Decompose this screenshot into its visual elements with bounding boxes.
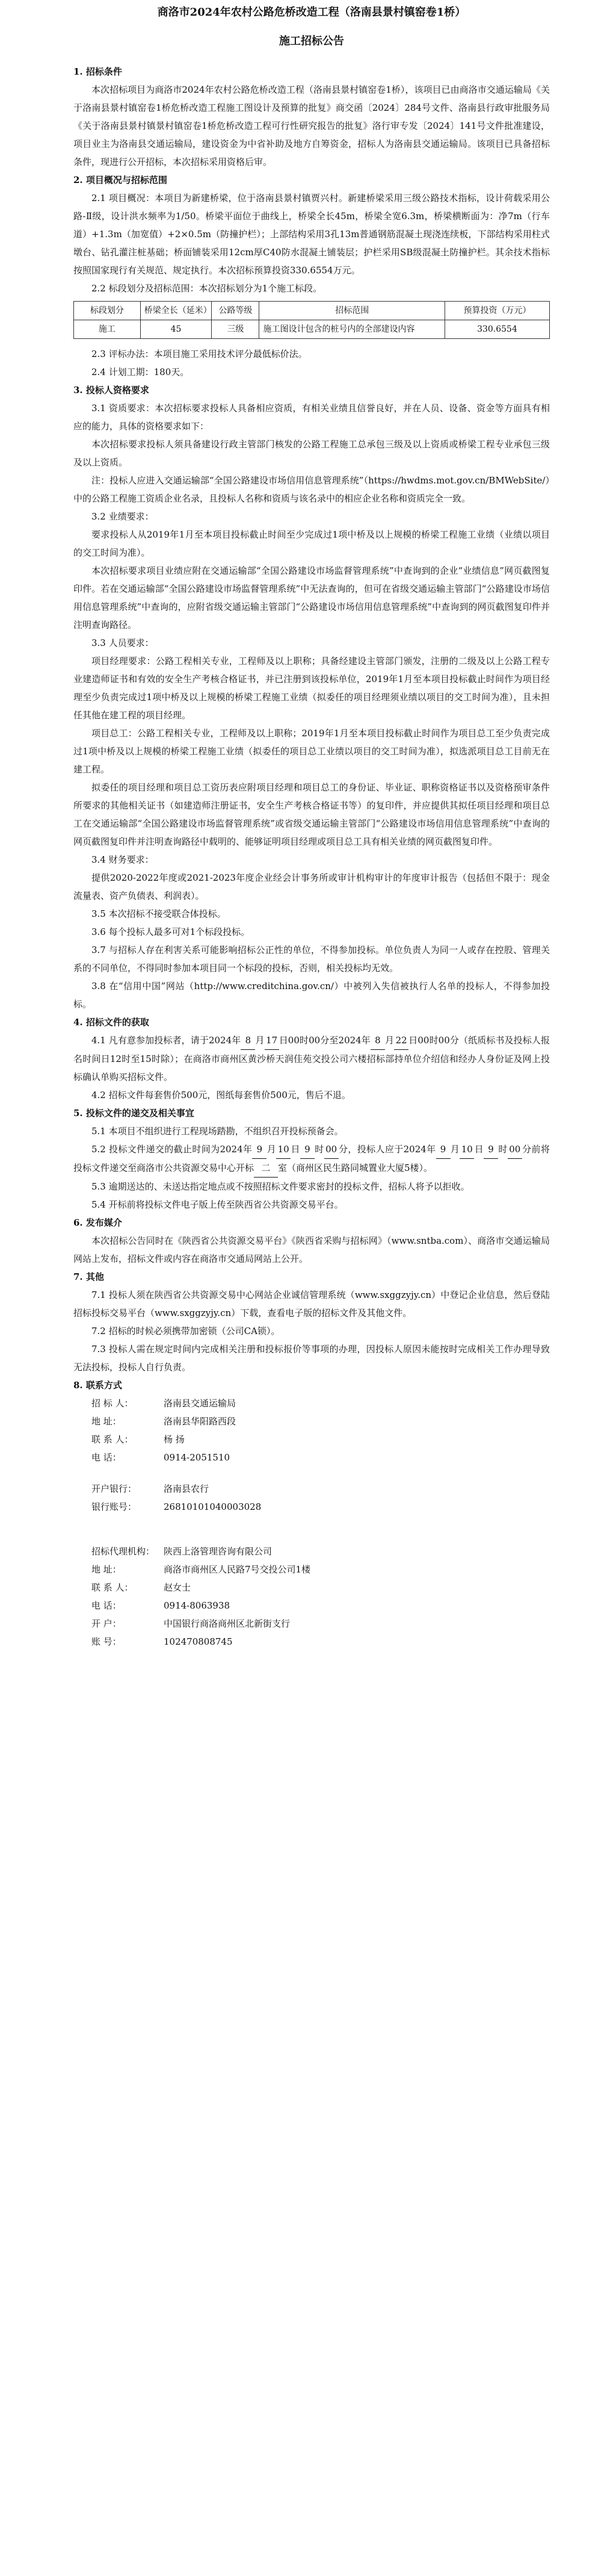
contact-label: 地 址：: [91, 1416, 122, 1427]
text-fragment: 日00时00分至2024年: [279, 1035, 371, 1046]
spacer: [73, 1516, 550, 1529]
contact-value: 0914-8063938: [164, 1600, 230, 1611]
page-title: 商洛市2024年农村公路危桥改造工程（洛南县景村镇窑卷1桥）: [157, 6, 466, 19]
project-overview: 2.1 项目概况：本项目为新建桥梁，位于洛南县景村镇贾兴村。新建桥梁采用三级公路技术指标，设计荷载采用公路-Ⅱ级，设计洪水频率为1/50。桥梁平面位于曲线上，桥梁全长45m，桥梁全宽6.3m，桥梁横断面为：净7m（行车道）+1.3m（加宽值）+2×0.5m（防撞护栏）；上部结构采用3孔13m普通钢筋混凝土现浇连续板，下部结构采用柱式墩台、钻孔灌注桩基础；桥面铺装采用12cm厚C40防水混凝土铺装层；护栏采用SB级混凝土防撞护栏。其余技术指标按照国家现行有关规范、规定执行。本次招标预算投资330.6554万元。: [73, 193, 550, 276]
table-cell: 330.6554: [445, 320, 549, 339]
page-subtitle: 施工招标公告: [279, 35, 344, 48]
contact-value: 0914-2051510: [164, 1452, 230, 1463]
contact-label: 银行账号：: [91, 1501, 137, 1512]
section-3-heading: 3. 投标人资格要求: [73, 385, 149, 396]
contact-line: [73, 1560, 550, 1578]
other-paragraph: 7.1 投标人须在陕西省公共资源交易中心网站企业诚信管理系统（www.sxggzyjy.cn）中登记企业信息，然后登陆招标投标交易平台（www.sxggzyjy.cn）下载，查看电子版的招标文件及其他文件。: [73, 1290, 550, 1318]
contact-line: [73, 1430, 550, 1448]
qualification-paragraph: 3.6 每个投标人最多可对1个标段投标。: [91, 926, 250, 937]
section-8-heading: 8. 联系方式: [73, 1380, 122, 1391]
qualification-paragraph: 拟委任的项目经理和项目总工资历表应附项目经理和项目总工的身份证、毕业证、职称资格证书以及资格预审条件所要求的其他相关证书（如建造师注册证书，安全生产考核合格证书等）的复印件，并应提供其拟任项目经理和项目总工在交通运输部“全国公路建设市场监督管理系统”或省级交通运输主管部门“公路建设市场信用信息管理系统”中查询的网页截图复印件并注明查询路径中载明的、能够证明项目经理或项目总工具有相关业绩的网页截图复印件。: [73, 782, 550, 847]
table-header-cell: 预算投资（万元）: [445, 302, 549, 320]
site-visit-note: 5.1 本项目不组织进行工程现场踏勘，不组织召开投标预备会。: [91, 1126, 343, 1137]
qualification-paragraph: 注：投标人应进入交通运输部“全国公路建设市场信用信息管理系统”（https://hwdms.mot.gov.cn/BMWebSite/）中的公路工程施工资质企业名录，且投标人名称和资质与该名录中的相应企业名称和资质完全一致。: [73, 475, 550, 504]
construction-period: 2.4 计划工期：180天。: [91, 367, 189, 377]
contact-value: 商洛市商州区人民路7号交投公司1楼: [164, 1564, 311, 1575]
text-fragment: 分前将投标文件递交至商洛市公共资源交易中心开标: [73, 1144, 550, 1173]
section-2-heading: 2. 项目概况与招标范围: [73, 175, 167, 185]
submission-deadline: 5.2 投标文件递交的截止时间为2024年 9 月 10 日 9 时 00 分，投标人应于2024年 9 月 10 日 9 时 00 分前将投标文件递交至商洛市公共资源交易中心开标 二 室（商州区民生路同城置业大厦5楼）。: [73, 1140, 550, 1178]
end-day: 22: [394, 1031, 408, 1050]
end-month: 8: [371, 1031, 385, 1050]
contact-line: [73, 1542, 550, 1560]
submit-minute: 00: [508, 1140, 522, 1159]
media-paragraph: 本次招标公告同时在《陕西省公共资源交易平台》《陕西省采购与招标网》（www.sntba.com）、商洛市交通运输局网站上发布，招标文件或内容在商洛市交通局网站上公开。: [73, 1235, 550, 1264]
contact-line: [73, 1412, 550, 1430]
document-price: 4.2 招标文件每套售价500元，图纸每套售价500元，售后不退。: [91, 1090, 351, 1100]
qualification-paragraph: 3.2 业绩要求：: [91, 511, 154, 522]
table-header-cell: 标段划分: [74, 302, 141, 320]
qualification-paragraph: 3.3 人员要求：: [91, 638, 154, 648]
contact-label: 招 标 人：: [91, 1398, 134, 1409]
table-header-cell: 桥梁全长（延米）: [140, 302, 212, 320]
text-fragment: 4.1 凡有意参加投标者，请于2024年: [91, 1035, 241, 1046]
qualification-paragraph: 提供2020-2022年度或2021-2023年度企业经会计事务所或审计机构审计的年度审计报告（包括但不限于：现金流量表、资产负债表、利润表）。: [73, 872, 550, 901]
contact-value: 赵女士: [164, 1582, 191, 1593]
contact-label: 联 系 人：: [91, 1434, 134, 1445]
table-header-row: [74, 302, 550, 320]
text-fragment: 日00时00分（纸质标书及投标人报名时间日12时至15时除）；在商洛市商州区黄沙桥天润佳苑交投公司六楼招标部持单位介绍信和经办人身份证及网上投标确认单购买招标文件。: [73, 1035, 550, 1082]
table-header-cell: 公路等级: [212, 302, 259, 320]
contact-line: [73, 1480, 550, 1498]
text-fragment: 5.2 投标文件递交的截止时间为2024年: [91, 1144, 253, 1155]
spacer: [73, 1529, 550, 1542]
table-cell: 三级: [212, 320, 259, 339]
qualification-paragraph: 3.8 在“信用中国”网站（http://www.creditchina.gov.cn/）中被列入失信被执行人名单的投标人，不得参加投标。: [73, 981, 550, 1010]
other-paragraph: 7.2 招标的时候必须携带加密锁（公司CA锁）。: [91, 1326, 280, 1336]
qualification-paragraph: 3.4 财务要求：: [91, 854, 154, 865]
submit-hour: 9: [484, 1140, 498, 1159]
qualification-paragraph: 本次招标要求项目业绩应附在交通运输部“全国公路建设市场监督管理系统”中查询到的企业“业绩信息”网页截图复印件。若在交通运输部“全国公路建设市场监督管理系统”中无法查询的，但可在省级交通运输主管部门“公路建设市场信用信息管理系统”中查询的，应附省级交通运输主管部门“公路建设市场信用信息管理系统”中查询到的网页截图复印件并注明查询路径。: [73, 565, 550, 630]
table-cell: 施工: [74, 320, 141, 339]
bid-room: 二: [254, 1159, 278, 1178]
start-month: 8: [241, 1031, 255, 1050]
contact-value: 26810101040003028: [164, 1501, 262, 1512]
evaluation-method: 2.3 评标办法：本项目施工采用技术评分最低标价法。: [91, 349, 307, 359]
section-1-text: 本次招标项目为商洛市2024年农村公路危桥改造工程（洛南县景村镇窑卷1桥），该项目已由商洛市交通运输局《关于洛南县景村镇窑卷1桥危桥改造工程施工图设计及预算的批复》商交函〔2024〕284号文件、洛南县行政审批服务局《关于洛南县景村镇景村镇窑卷1桥危桥改造工程可行性研究报告的批复》洛行审专发〔2024〕141号文件批准建设，项目业主为洛南县交通运输局，建设资金为中省补助及地方自筹资金，招标人为洛南县交通运输局。该项目已具备招标条件，现进行公开招标，本次招标采用资格后审。: [73, 84, 550, 167]
contact-label: 联 系 人：: [91, 1582, 134, 1593]
qualification-paragraph: 3.7 与招标人存在利害关系可能影响招标公正性的单位，不得参加投标。单位负责人为同一人或存在控股、管理关系的不同单位，不得同时参加本项目同一个标段的投标，否则，相关投标均无效。: [73, 945, 550, 973]
qualification-paragraph: 要求投标人从2019年1月至本项目投标截止时间至少完成过1项中桥及以上规模的桥梁工程施工业绩（业绩以项目的交工时间为准）。: [73, 529, 550, 558]
section-5-heading: 5. 投标文件的递交及相关事宜: [73, 1108, 194, 1119]
deadline-day: 10: [276, 1140, 291, 1159]
document-acquisition: 4.1 凡有意参加投标者，请于2024年 8 月 17 日00时00分至2024年 8 月 22 日00时00分（纸质标书及投标人报名时间日12时至15时除）；在商洛市商州区黄沙桥天润佳苑交投公司六楼招标部持单位介绍信和经办人身份证及网上投标确认单购买招标文件。: [73, 1031, 550, 1086]
other-paragraph: 7.3 投标人需在规定时间内完成相关注册和投标报价等事项的办理，因投标人原因未能按时完成相关工作办理导致无法投标，投标人自行负责。: [73, 1344, 550, 1373]
contact-line: [73, 1498, 550, 1516]
late-submission-note: 5.3 逾期送达的、未送达指定地点或不按照招标文件要求密封的投标文件，招标人将予以拒收。: [91, 1181, 470, 1192]
contact-value: 洛南县华阳路西段: [164, 1416, 236, 1427]
contact-value: 洛南县交通运输局: [164, 1398, 236, 1409]
contact-value: 中国银行商洛商州区北新街支行: [164, 1618, 291, 1629]
qualification-paragraph: 项目总工：公路工程相关专业，工程师及以上职称；2019年1月至本项目投标截止时间作为项目总工至少负责完成过1项中桥及以上规模的桥梁工程施工业绩（拟委任的项目总工业绩以项目的交工时间为准），拟选派项目总工目前无在建工程。: [73, 728, 550, 775]
section-1-heading: 1. 招标条件: [73, 66, 122, 77]
contact-line: [73, 1597, 550, 1615]
contact-value: 杨 扬: [164, 1434, 185, 1445]
contact-label: 电 话：: [91, 1452, 122, 1463]
qualification-paragraph: 本次招标要求投标人须具备建设行政主管部门核发的公路工程施工总承包三级及以上资质或桥梁工程专业承包三级及以上资质。: [73, 439, 550, 468]
table-row: [74, 320, 550, 339]
contact-label: 开 户：: [91, 1618, 122, 1629]
upload-note: 5.4 开标前将投标文件电子版上传至陕西省公共资源交易平台。: [91, 1199, 343, 1210]
table-cell: 45: [140, 320, 212, 339]
contact-value: 洛南县农行: [164, 1483, 209, 1494]
deadline-minute: 00: [324, 1140, 339, 1159]
table-header-cell: 招标范围: [259, 302, 445, 320]
qualification-paragraph: 3.1 资质要求：本次招标要求投标人具备相应资质，有相关业绩且信誉良好，并在人员、设备、资金等方面具有相应的能力，具体的资格要求如下：: [73, 403, 550, 432]
table-cell: 施工图设计包含的桩号内的全部建设内容: [259, 320, 445, 339]
contact-value: 陕西上洛管理咨询有限公司: [164, 1546, 273, 1557]
contact-label: 招标代理机构：: [91, 1546, 155, 1557]
contact-label: 电 话：: [91, 1600, 122, 1611]
contact-line: [73, 1633, 550, 1651]
contact-value: 102470808745: [164, 1636, 233, 1647]
qualification-paragraph: 项目经理要求：公路工程相关专业，工程师及以上职称；具备经建设主管部门颁发，注册的二级及以上公路工程专业建造师证书和有效的安全生产考核合格证书，并已注册到该投标单位，2019年1月至本项目投标截止时间作为项目经理至少负责完成过1项中桥及以上规模的桥梁工程施工业绩（拟委任的项目经理须业绩以项目的交工时间为准），且未担任其他在建工程的项目经理。: [73, 656, 550, 721]
lot-division: 2.2 标段划分及招标范围：本次招标划分为1个施工标段。: [91, 283, 322, 294]
section-7-heading: 7. 其他: [73, 1271, 104, 1282]
submit-month: 9: [436, 1140, 451, 1159]
qualification-paragraph: 3.5 本次招标不接受联合体投标。: [91, 908, 226, 919]
lot-table: [73, 301, 550, 339]
deadline-month: 9: [252, 1140, 266, 1159]
contact-label: 地 址：: [91, 1564, 122, 1575]
contact-line: [73, 1578, 550, 1597]
start-day: 17: [265, 1031, 279, 1050]
contact-line: [73, 1394, 550, 1412]
section-6-heading: 6. 发布媒介: [73, 1217, 122, 1228]
text-fragment: 室（商州区民生路同城置业大厦5楼）。: [278, 1162, 433, 1173]
contact-label: 开户银行：: [91, 1483, 137, 1494]
spacer: [73, 1466, 550, 1480]
contact-label: 账 号：: [91, 1636, 122, 1647]
text-fragment: 分，投标人应于2024年: [338, 1144, 436, 1155]
contact-line: [73, 1615, 550, 1633]
submit-day: 10: [460, 1140, 474, 1159]
section-4-heading: 4. 招标文件的获取: [73, 1017, 149, 1028]
contact-line: [73, 1448, 550, 1466]
deadline-hour: 9: [300, 1140, 315, 1159]
